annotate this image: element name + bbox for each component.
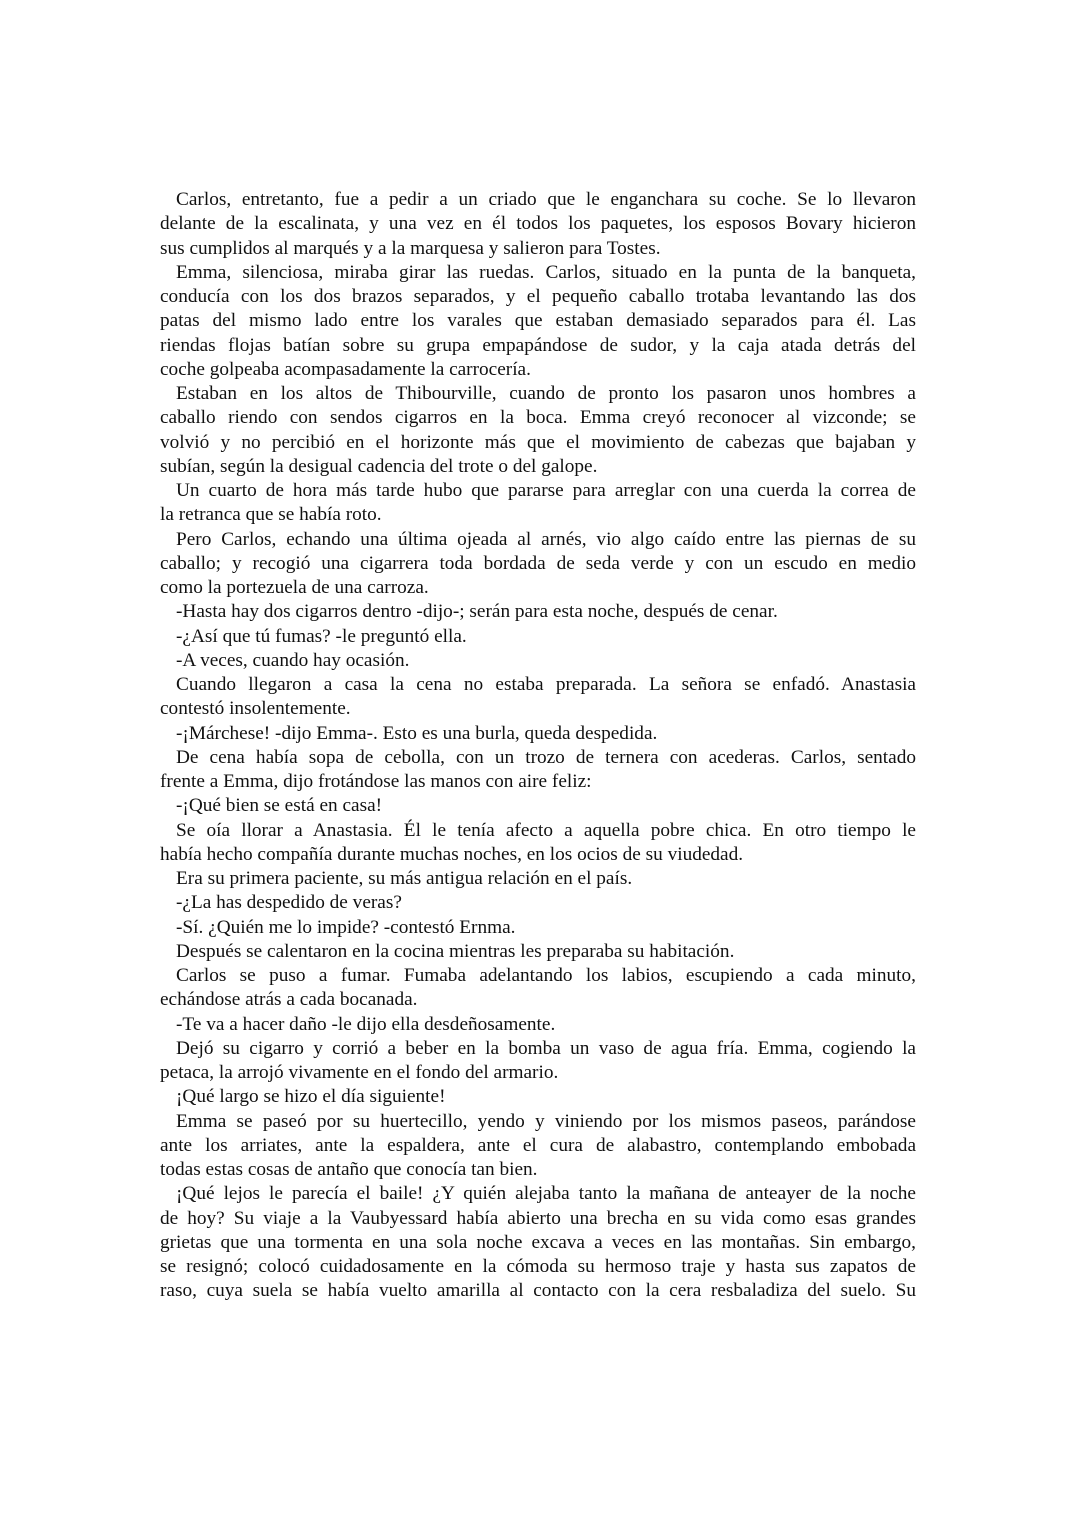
- text-line: raso, cuya suela se había vuelto amarilla al contacto con la cera resbaladiza del suelo. Su: [160, 1280, 916, 1302]
- text-line: Pero Carlos, echando una última ojeada al arnés, vio algo caído entre las piernas de su: [176, 528, 916, 550]
- text-line: De cena había sopa de cebolla, con un trozo de ternera con acederas. Carlos, sentado: [176, 746, 916, 768]
- text-line: había hecho compañía durante muchas noches, en los ocios de su viudedad.: [160, 843, 744, 865]
- text-line: Emma se paseó por su huertecillo, yendo y viniendo por los mismos paseos, parándose: [176, 1110, 916, 1132]
- text-line: Estaban en los altos de Thibourville, cuando de pronto los pasaron unos hombres a: [176, 383, 916, 404]
- text-line: -A veces, cuando hay ocasión.: [176, 649, 410, 671]
- text-line: petaca, la arrojó vivamente en el fondo del armario.: [160, 1062, 559, 1083]
- text-line: ¡Qué lejos le parecía el baile! ¿Y quién alejaba tanto la mañana de anteayer de la noche: [176, 1183, 916, 1205]
- text-line: sus cumplidos al marqués y a la marquesa y salieron para Tostes.: [160, 237, 661, 259]
- text-line: Un cuarto de hora más tarde hubo que pararse para arreglar con una cuerda la correa de: [176, 480, 916, 501]
- text-line: Dejó su cigarro y corrió a beber en la bomba un vaso de agua fría. Emma, cogiendo la: [176, 1037, 916, 1059]
- page-body-text: [160, 188, 916, 1304]
- text-line: Carlos, entretanto, fue a pedir a un criado que le enganchara su coche. Se lo llevaron: [176, 189, 916, 210]
- text-line: -¡Qué bien se está en casa!: [176, 795, 383, 817]
- text-line: Emma, silenciosa, miraba girar las ruedas. Carlos, situado en la punta de la banqueta,: [176, 261, 916, 283]
- text-line: se resignó; colocó cuidadosamente en la cómoda su hermoso traje y hasta sus zapatos de: [160, 1256, 916, 1277]
- text-line: de hoy? Su viaje a la Vaubyessard había abierto una brecha en su vida como esas grandes: [160, 1207, 916, 1229]
- text-line: Después se calentaron en la cocina mientras les preparaba su habitación.: [176, 940, 735, 962]
- text-line: volvió y no percibió en el horizonte más que el movimiento de cabezas que bajaban y: [160, 431, 916, 453]
- text-line: -Hasta hay dos cigarros dentro -dijo-; serán para esta noche, después de cenar.: [176, 601, 778, 623]
- text-line: coche golpeaba acompasadamente la carrocería.: [160, 358, 531, 380]
- text-line: todas estas cosas de antaño que conocía tan bien.: [160, 1159, 538, 1180]
- text-line: grietas que una tormenta en una sola noche excava a veces en las montañas. Sin embargo,: [160, 1231, 916, 1253]
- text-line: caballo; y recogió una cigarrera toda bordada de seda verde y con un escudo en medio: [160, 552, 916, 574]
- text-line: ¡Qué largo se hizo el día siguiente!: [176, 1086, 446, 1108]
- text-line: conducía con los dos brazos separados, y el pequeño caballo trotaba levantando las dos: [160, 286, 916, 307]
- text-line: -¿La has despedido de veras?: [176, 892, 402, 914]
- text-line: delante de la escalinata, y una vez en él todos los paquetes, los esposos Bovary hicieron: [160, 213, 916, 235]
- text-line: -¡Márchese! -dijo Emma-. Esto es una burla, queda despedida.: [176, 722, 658, 744]
- text-line: -Sí. ¿Quién me lo impide? -contestó Ernma.: [176, 916, 516, 938]
- text-line: contestó insolentemente.: [160, 698, 351, 720]
- text-line: frente a Emma, dijo frotándose las manos con aire feliz:: [160, 771, 592, 792]
- text-line: Se oía llorar a Anastasia. Él le tenía afecto a aquella pobre chica. En otro tiempo le: [176, 819, 916, 841]
- text-line: caballo riendo con sendos cigarros en la boca. Emma creyó reconocer al vizconde; se: [160, 407, 916, 429]
- text-line: echándose atrás a cada bocanada.: [160, 989, 418, 1011]
- text-line: subían, según la desigual cadencia del trote o del galope.: [160, 455, 598, 477]
- text-line: patas del mismo lado entre los varales que estaban demasiado separados para él. Las: [160, 310, 916, 332]
- text-line: Cuando llegaron a casa la cena no estaba preparada. La señora se enfadó. Anastasia: [176, 674, 916, 695]
- text-line: -Te va a hacer daño -le dijo ella desdeñosamente.: [176, 1013, 556, 1035]
- text-line: riendas flojas batían sobre su grupa empapándose de sudor, y la caja atada detrás del: [160, 334, 916, 356]
- text-line: la retranca que se había roto.: [160, 504, 382, 526]
- text-line: -¿Así que tú fumas? -le preguntó ella.: [176, 625, 467, 647]
- text-line: Carlos se puso a fumar. Fumaba adelantando los labios, escupiendo a cada minuto,: [176, 965, 916, 986]
- text-line: Era su primera paciente, su más antigua relación en el país.: [176, 868, 633, 889]
- text-line: ante los arriates, ante la espaldera, ante el cura de alabastro, contemplando embobada: [160, 1134, 916, 1156]
- text-line: como la portezuela de una carroza.: [160, 577, 429, 598]
